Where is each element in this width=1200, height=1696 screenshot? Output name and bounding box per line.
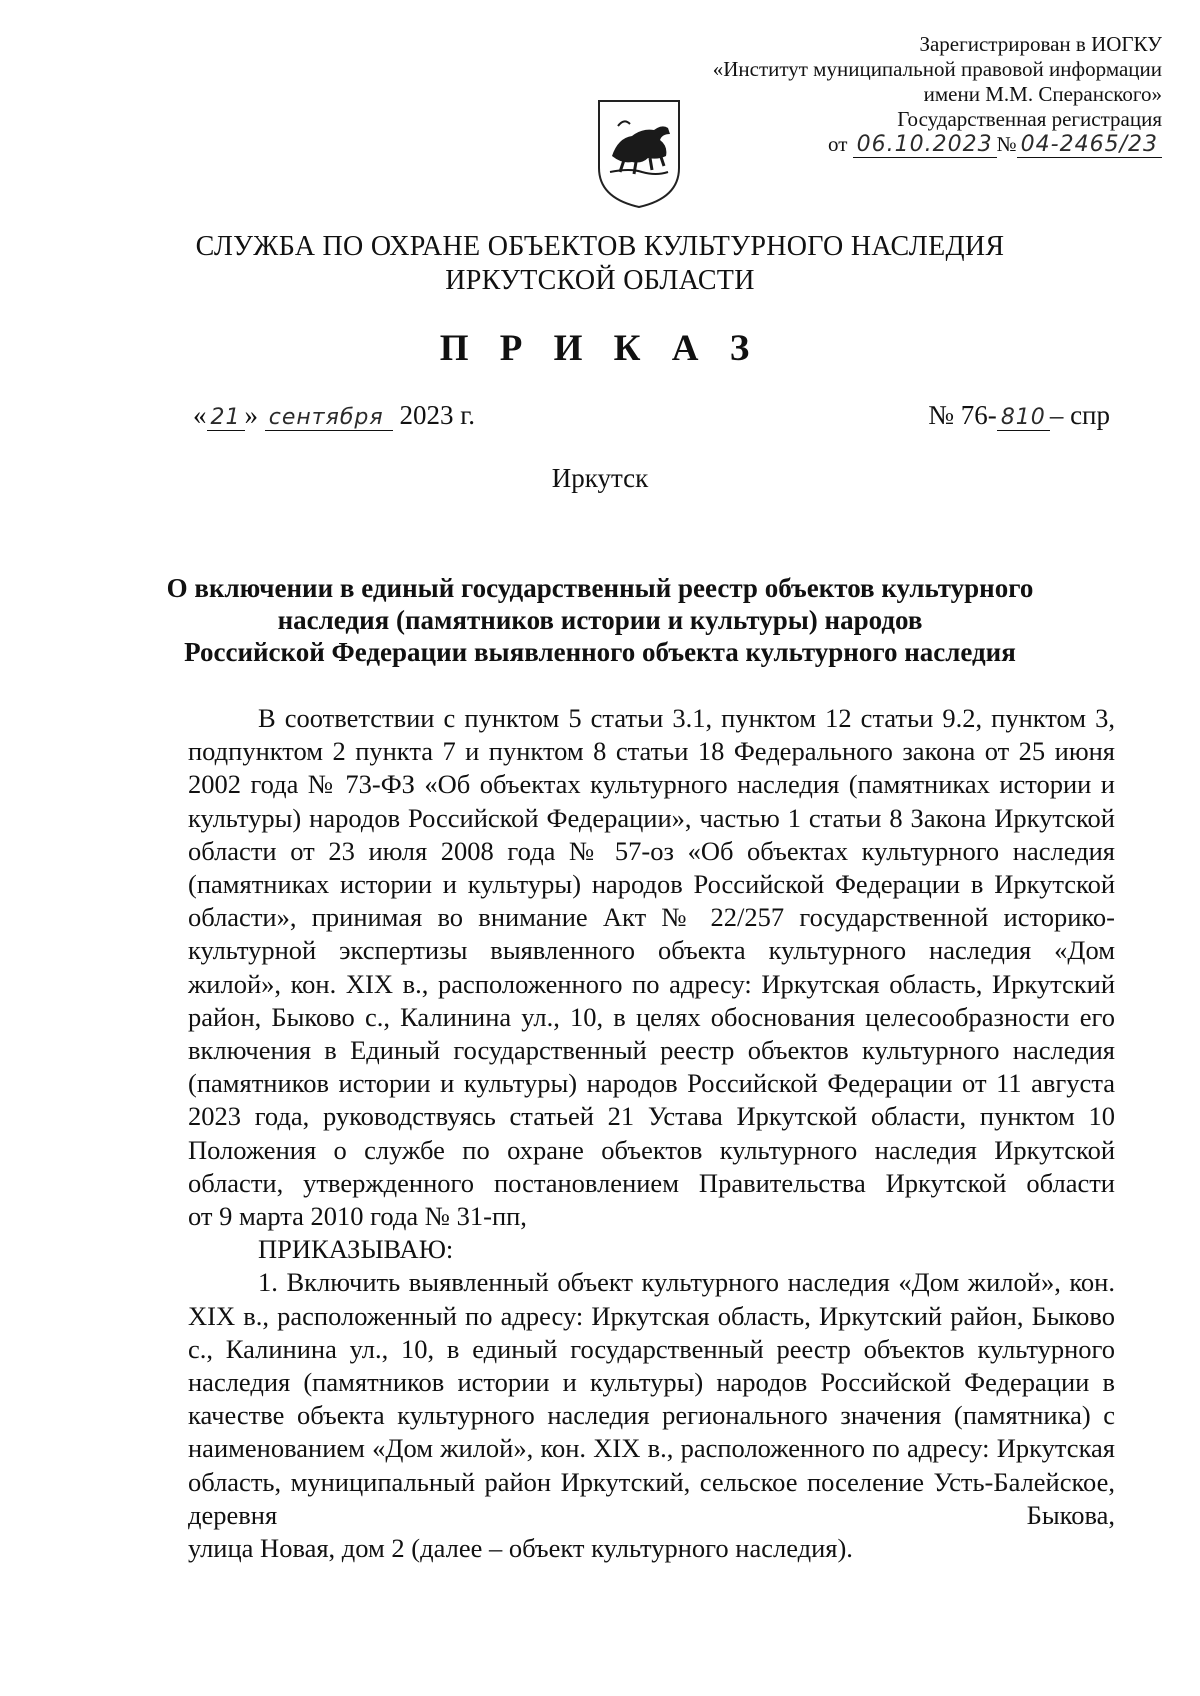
registration-stamp	[713, 32, 1162, 158]
title-line-3: Российской Федерации выявленного объекта культурного наследия	[184, 637, 1016, 667]
organization-line-1: СЛУЖБА ПО ОХРАНЕ ОБЪЕКТОВ КУЛЬТУРНОГО НАСЛЕДИЯ	[195, 231, 1005, 262]
date-month: сентября	[265, 405, 393, 431]
title-line-1: О включении в единый государственный реестр объектов культурного	[166, 573, 1034, 603]
irkutsk-coat-of-arms-icon	[596, 98, 682, 210]
organization-line-2: ИРКУТСКОЙ ОБЛАСТИ	[445, 265, 755, 296]
city: Иркутск	[551, 463, 649, 493]
order-item-1: 1. Включить выявленный объект культурного наследия «Дом жилой», кон. XIX в., расположенный по адресу: Иркутская область, Иркутский район, Быково с., Калинина ул., 10, в единый государственный реестр объектов культурного наследия (памятников истории и культуры) народов Российской Федерации в качестве объекта культурного наследия регионального значения (памятника) с наименованием «Дом жилой», кон. XIX в., расположенного по адресу: Иркутская область, муниципальный район Иркутский, сельское поселение Усть-Балейское, деревня Быкова,	[188, 1267, 1115, 1530]
registration-date-line	[713, 132, 1162, 158]
order-item-1-last-line: улица Новая, дом 2 (далее – объект культурного наследия).	[188, 1533, 853, 1564]
preamble-paragraph: В соответствии с пунктом 5 статьи 3.1, пунктом 12 статьи 9.2, пунктом 3, подпунктом 2 пункта 7 и пунктом 8 статьи 18 Федерального закона от 25 июня 2002 года № 73-ФЗ «Об объектах культурного наследия (памятниках истории и культуры) народов Российской Федерации», частью 1 статьи 8 Закона Иркутской области от 23 июля 2008 года № 57-оз «Об объектах культурного наследия (памятниках истории и культуры) народов Российской Федерации в Иркутской области», принимая во внимание Акт № 22/257 государственной историко-культурной экспертизы выявленного объекта культурного наследия «Дом жилой», кон. XIX в., расположенного по адресу: Иркутская область, Иркутский район, Быково с., Калинина ул., 10, в целях обоснования целесообразности его включения в Единый государственный реестр объектов культурного наследия (памятников истории и культуры) народов Российской Федерации от 11 августа 2023 года, руководствуясь статьей 21 Устава Иркутской области, пунктом 10 Положения о службе по охране объектов культурного наследия Иркутской области, утвержденного постановлением Правительства Иркутской области	[188, 703, 1115, 1198]
organization-name	[0, 230, 1200, 298]
document-title	[150, 572, 1050, 668]
date-year: 2023 г.	[399, 400, 476, 430]
order-number-suffix: – спр	[1049, 400, 1110, 430]
registration-line-1: Зарегистрирован в ИОГКУ	[919, 32, 1162, 56]
registration-date: 06.10.2023	[853, 132, 997, 158]
order-word: ПРИКАЗЫВАЮ:	[258, 1234, 454, 1265]
registration-date-prefix: от	[828, 132, 848, 156]
order-date	[193, 400, 475, 431]
order-number-value: 810	[997, 405, 1050, 431]
registration-number-prefix: №	[996, 132, 1017, 156]
preamble-last-line: от 9 марта 2010 года № 31-пп,	[188, 1201, 527, 1232]
date-close-quote: »	[244, 400, 258, 430]
title-line-2: наследия (памятников истории и культуры) народов	[277, 605, 923, 635]
date-open-quote: «	[193, 400, 207, 430]
order-number	[928, 400, 1110, 431]
order-number-prefix: № 76-	[928, 400, 997, 430]
document-body	[188, 702, 1115, 1565]
registration-number: 04-2465/23	[1017, 132, 1162, 158]
registration-line-2: «Институт муниципальной правовой информации	[712, 57, 1162, 81]
registration-line-3: имени М.М. Сперанского»	[923, 82, 1162, 106]
document-type: П Р И К А З	[439, 328, 761, 369]
date-day: 21	[207, 405, 245, 431]
registration-line-4: Государственная регистрация	[897, 107, 1162, 131]
